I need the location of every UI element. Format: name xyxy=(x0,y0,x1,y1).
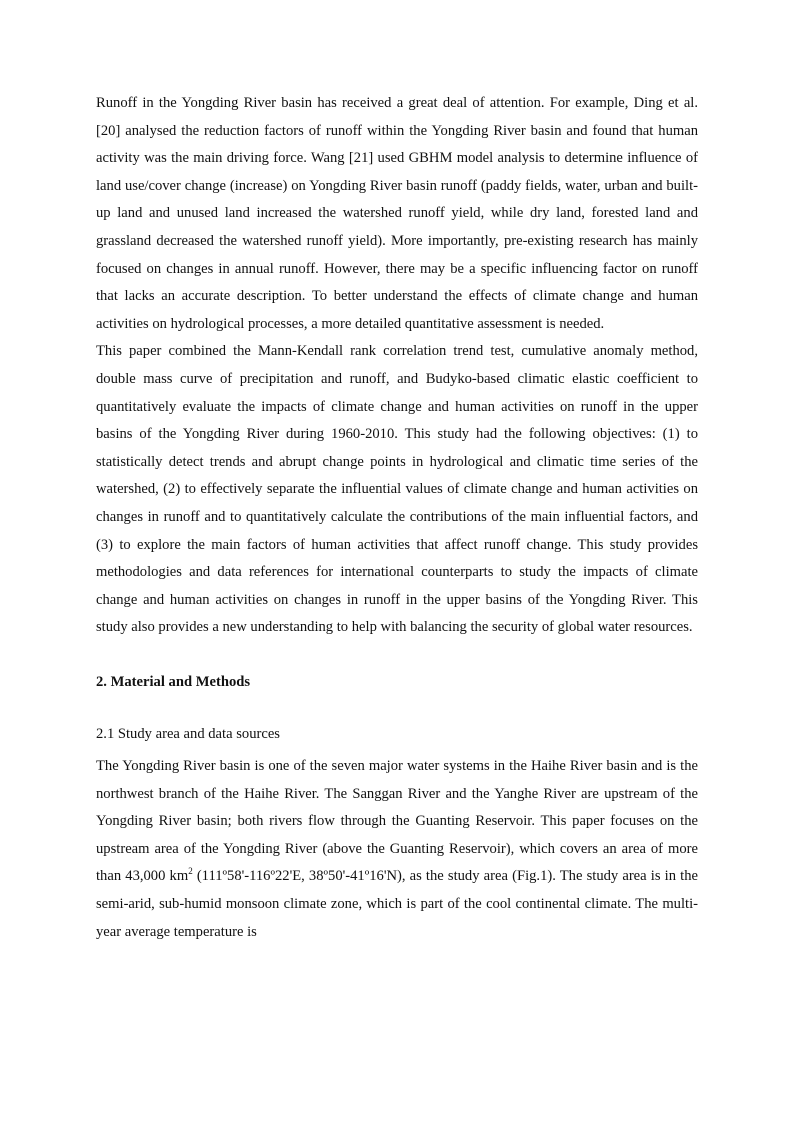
document-page xyxy=(96,90,698,946)
study-area-text-part1: The Yongding River basin is one of the seven major water systems in the Haihe River basin and is the northwest branch of the Haihe River. The Sanggan River and the Yanghe River are upstream of the Yongding River basin; both rivers flow through the Guanting Reservoir. This paper focuses on the upstream area of the Yongding River (above the Guanting Reservoir), which covers an area of more than 43,000 km xyxy=(96,758,698,885)
section-heading-material-methods: 2. Material and Methods xyxy=(96,673,251,690)
paragraph-study-objectives: This paper combined the Mann-Kendall rank correlation trend test, cumulative anomaly method, double mass curve of precipitation and runoff, and Budyko-based climatic elastic coefficient to quantitatively evaluate the impacts of climate change and human activities on runoff in the upper basins of the Yongding River during 1960-2010. This study had the following objectives: (1) to statistically detect trends and abrupt change points in hydrological and climatic time series of the watershed, (2) to effectively separate the influential values of climate change and human activities on changes in runoff and to quantitatively calculate the contributions of the main influential factors, and (3) to explore the main factors of human activities that affect runoff change. This study provides methodologies and data references for international counterparts to study the impacts of climate change and human activities on changes in runoff in the upper basins of the Yongding River. This study also provides a new understanding to help with balancing the security of global water resources. xyxy=(96,343,698,636)
paragraph-study-area xyxy=(96,753,698,946)
subsection-heading-study-area: 2.1 Study area and data sources xyxy=(96,726,280,743)
study-area-text-part2: (111º58'-116º22'E, 38º50'-41º16'N), as the study area (Fig.1). The study area is in the semi-arid, sub-humid monsoon climate zone, which is part of the cool continental climate. The multi-year average temperature is xyxy=(96,868,698,940)
superscript-squared: 2 xyxy=(188,866,193,877)
paragraph-runoff-attention: Runoff in the Yongding River basin has received a great deal of attention. For example, Ding et al. [20] analysed the reduction factors of runoff within the Yongding River basin and found that human activity was the main driving force. Wang [21] used GBHM model analysis to determine influence of land use/cover change (increase) on Yongding River basin runoff (paddy fields, water, urban and built-up land and unused land increased the watershed runoff yield, while dry land, forested land and grassland decreased the watershed runoff yield). More importantly, pre-existing research has mainly focused on changes in annual runoff. However, there may be a specific influencing factor on runoff that lacks an accurate description. To better understand the effects of climate change and human activities on hydrological processes, a more detailed quantitative assessment is needed. xyxy=(96,95,698,332)
